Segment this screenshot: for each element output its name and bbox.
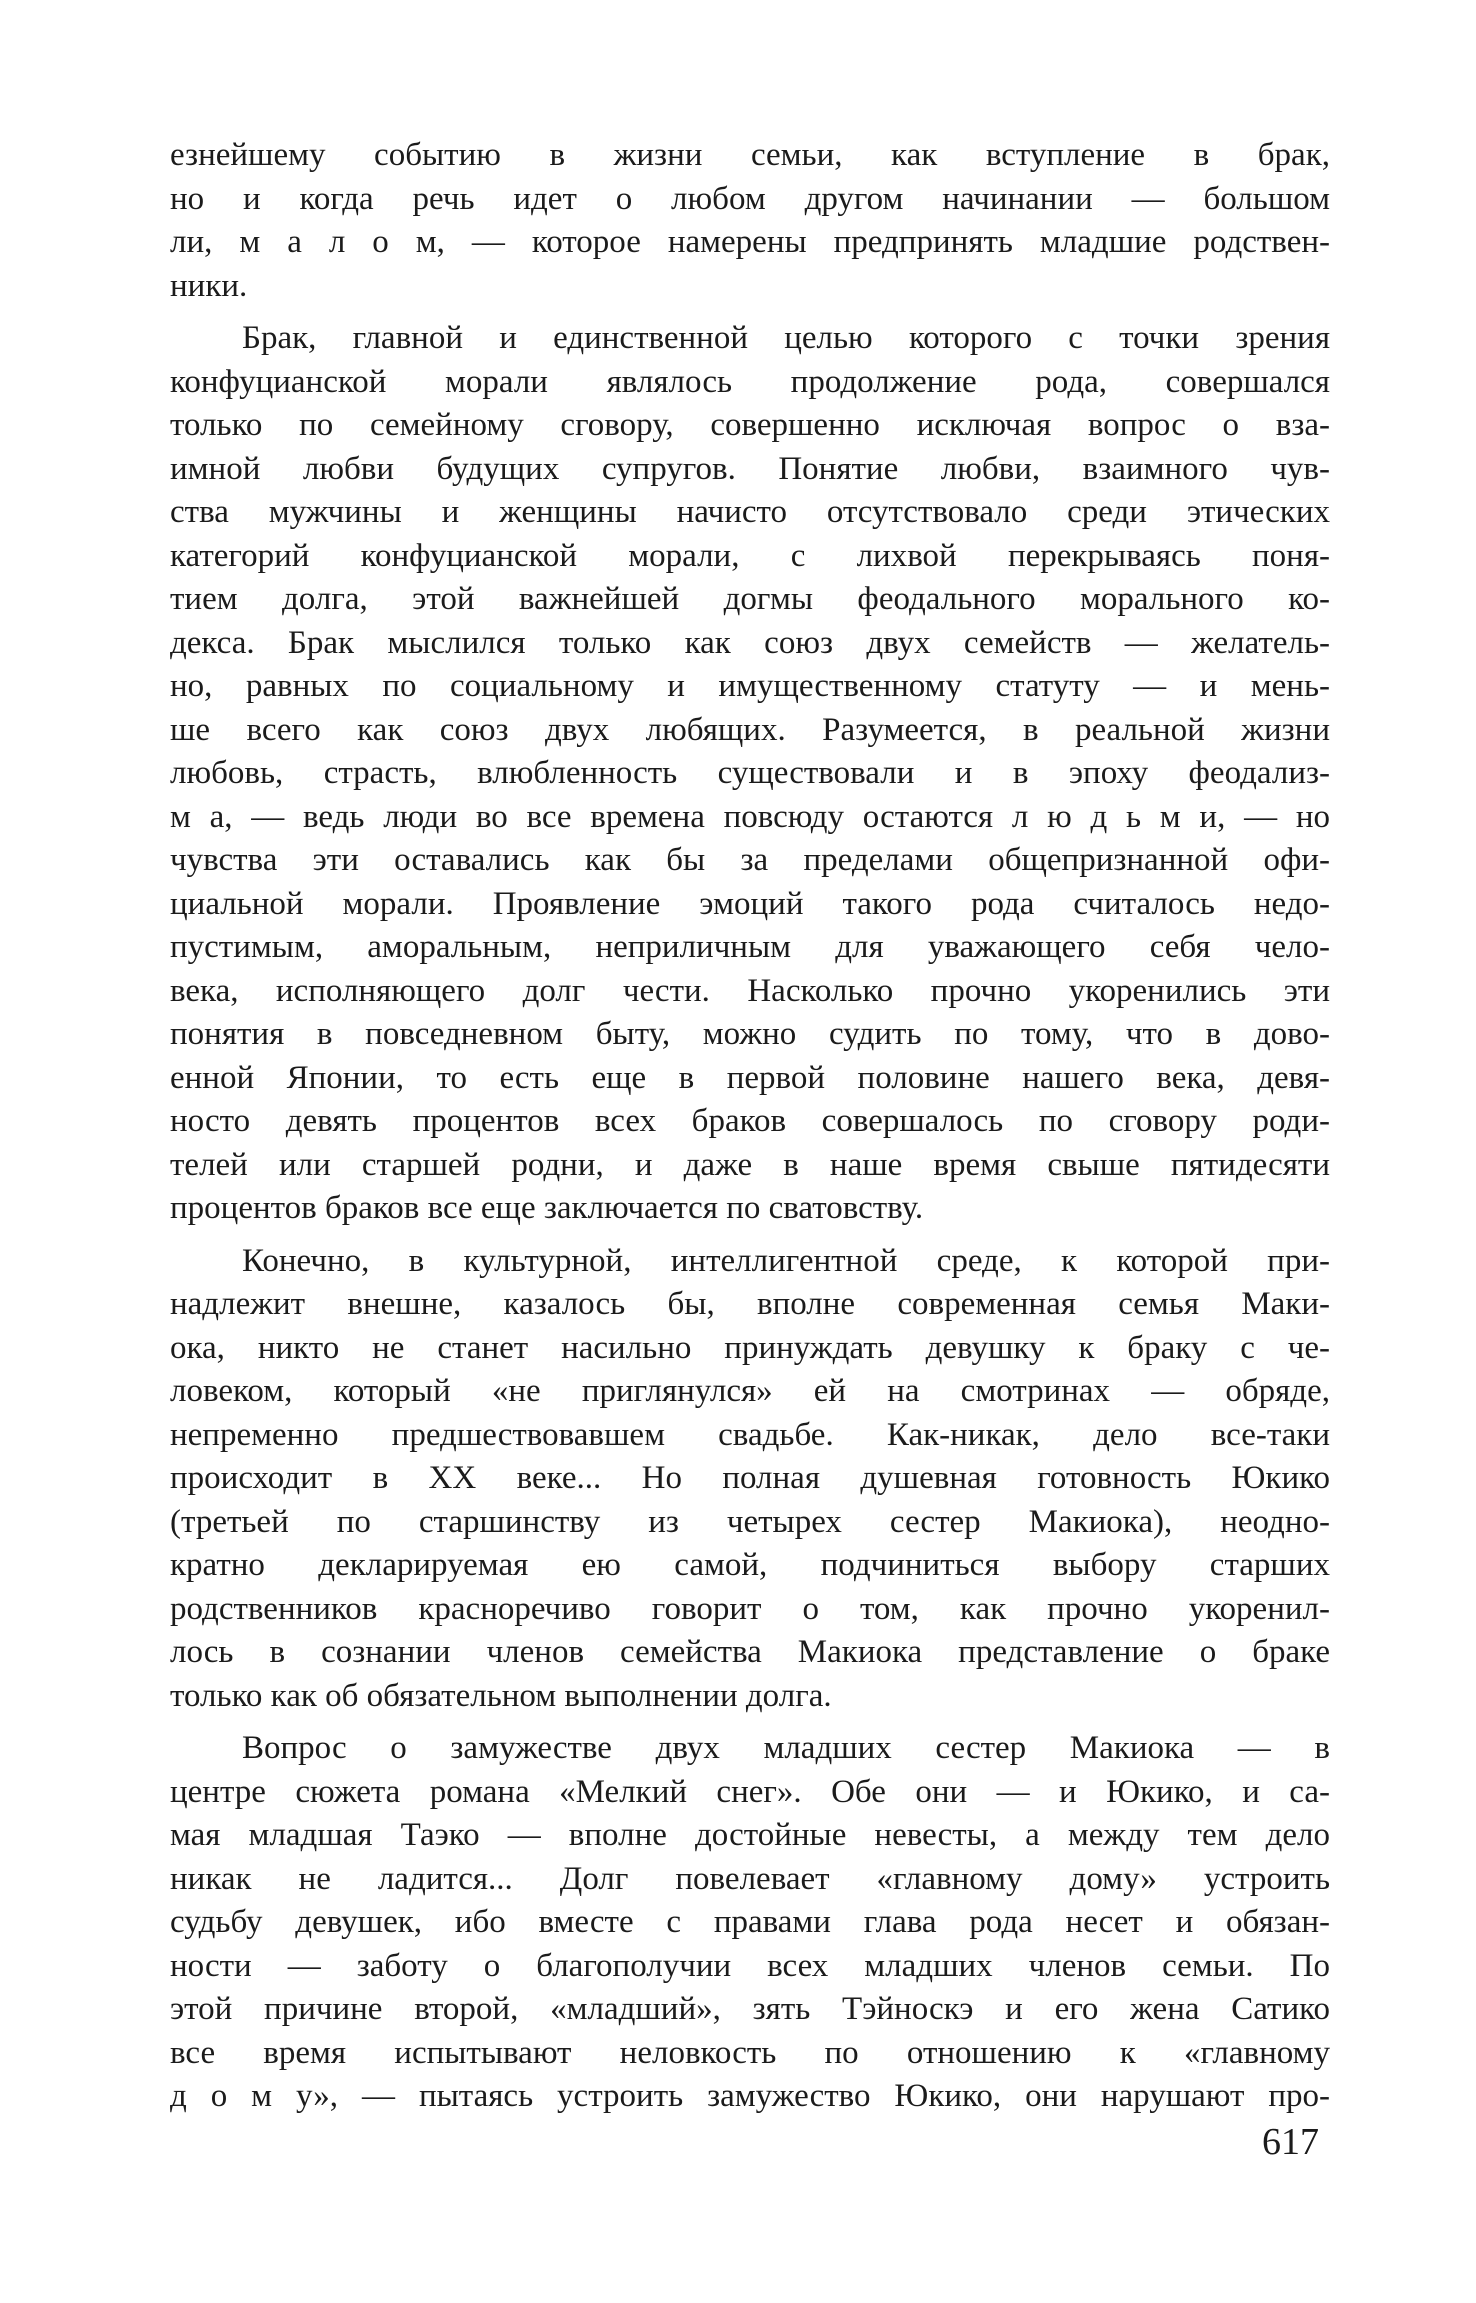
text-line: центре сюжета романа «Мелкий снег». Обе они — и Юкико, и са- [170,1773,1330,1810]
text-line: имной любви будущих супругов. Понятие любви, взаимного чув- [170,450,1330,487]
page-number: 617 [1262,2121,1319,2163]
paragraph-2 [170,317,1330,1231]
text-line: но и когда речь идет о любом другом начинании — большом [170,180,1330,217]
text-line: ше всего как союз двух любящих. Разумеется, в реальной жизни [170,711,1330,748]
text-line: века, исполняющего долг чести. Насколько прочно укоренились эти [170,972,1330,1009]
text-line: судьбу девушек, ибо вместе с правами глава рода несет и обязан- [170,1904,1330,1940]
paragraph-3 [170,1240,1330,1719]
text-line: Брак, главной и единственной целью которого с точки зрения [242,320,1330,356]
text-line: д о м у», — пытаясь устроить замужество Юкико, они нарушают про- [170,2078,1330,2114]
text-line: ловеком, который «не приглянулся» ей на смотринах — обряде, [170,1373,1330,1409]
text-line: ства мужчины и женщины начисто отсутствовало среди этических [170,494,1330,530]
body-text [170,134,1330,2128]
text-line: пустимым, аморальным, неприличным для уважающего себя чело- [170,929,1330,965]
text-line: носто девять процентов всех браков совершалось по сговору роди- [170,1103,1330,1139]
text-line: ники. [170,267,248,304]
text-line: ока, никто не станет насильно принуждать девушку к браку с че- [170,1329,1330,1366]
text-line: кратно декларируемая ею самой, подчиниться выбору старших [170,1547,1330,1583]
text-line: Вопрос о замужестве двух младших сестер Макиока — в [242,1730,1330,1766]
text-line: енной Японии, то есть еще в первой половине нашего века, девя- [170,1059,1330,1096]
text-line: лось в сознании членов семейства Макиока представление о браке [170,1634,1330,1670]
text-line: происходит в XX веке... Но полная душевная готовность Юкико [170,1460,1330,1496]
text-line: чувства эти оставались как бы за пределами общепризнанной офи- [170,842,1330,878]
text-line: только по семейному сговору, совершенно исключая вопрос о вза- [170,407,1330,443]
text-line: но, равных по социальному и имущественному статуту — и мень- [170,668,1330,704]
text-line: телей или старшей родни, и даже в наше время свыше пятидесяти [170,1146,1330,1183]
text-line: категорий конфуцианской морали, с лихвой перекрываясь поня- [170,537,1330,574]
text-line: родственников красноречиво говорит о том, как прочно укоренил- [170,1590,1330,1627]
text-line: понятия в повседневном быту, можно судить по тому, что в дово- [170,1016,1330,1052]
text-line: Конечно, в культурной, интеллигентной среде, к которой при- [242,1242,1330,1279]
text-line: все время испытывают неловкость по отношению к «главному [170,2034,1330,2071]
text-line: только как об обязательном выполнении долга. [170,1677,832,1714]
text-line: ности — заботу о благополучии всех младших членов семьи. По [170,1947,1330,1984]
text-line: мая младшая Таэко — вполне достойные невесты, а между тем дело [170,1817,1330,1853]
paragraph-1 [170,134,1330,308]
text-line: этой причине второй, «младший», зять Тэйноскэ и его жена Сатико [170,1991,1330,2027]
text-line: непременно предшествовавшем свадьбе. Как-никак, дело все-таки [170,1416,1330,1453]
text-line: любовь, страсть, влюбленность существовали и в эпоху феодализ- [170,755,1330,791]
text-line: тием долга, этой важнейшей догмы феодального морального ко- [170,581,1330,617]
text-line: процентов браков все еще заключается по сватовству. [170,1190,924,1226]
text-line: надлежит внешне, казалось бы, вполне современная семья Маки- [170,1286,1330,1322]
paragraph-4 [170,1727,1330,2119]
text-line: ли, м а л о м, — которое намерены предпринять младшие родствен- [170,224,1330,260]
text-line: декса. Брак мыслился только как союз двух семейств — желатель- [170,624,1330,661]
text-line: м а, — ведь люди во все времена повсюду остаются л ю д ь м и, — но [170,798,1330,835]
text-line: конфуцианской морали являлось продолжение рода, совершался [170,363,1330,400]
text-line: (третьей по старшинству из четырех сестер Макиока), неодно- [170,1503,1330,1540]
text-line: езнейшему событию в жизни семьи, как вступление в брак, [170,137,1330,173]
text-line: никак не ладится... Долг повелевает «главному дому» устроить [170,1860,1330,1897]
text-line: циальной морали. Проявление эмоций такого рода считалось недо- [170,885,1330,922]
